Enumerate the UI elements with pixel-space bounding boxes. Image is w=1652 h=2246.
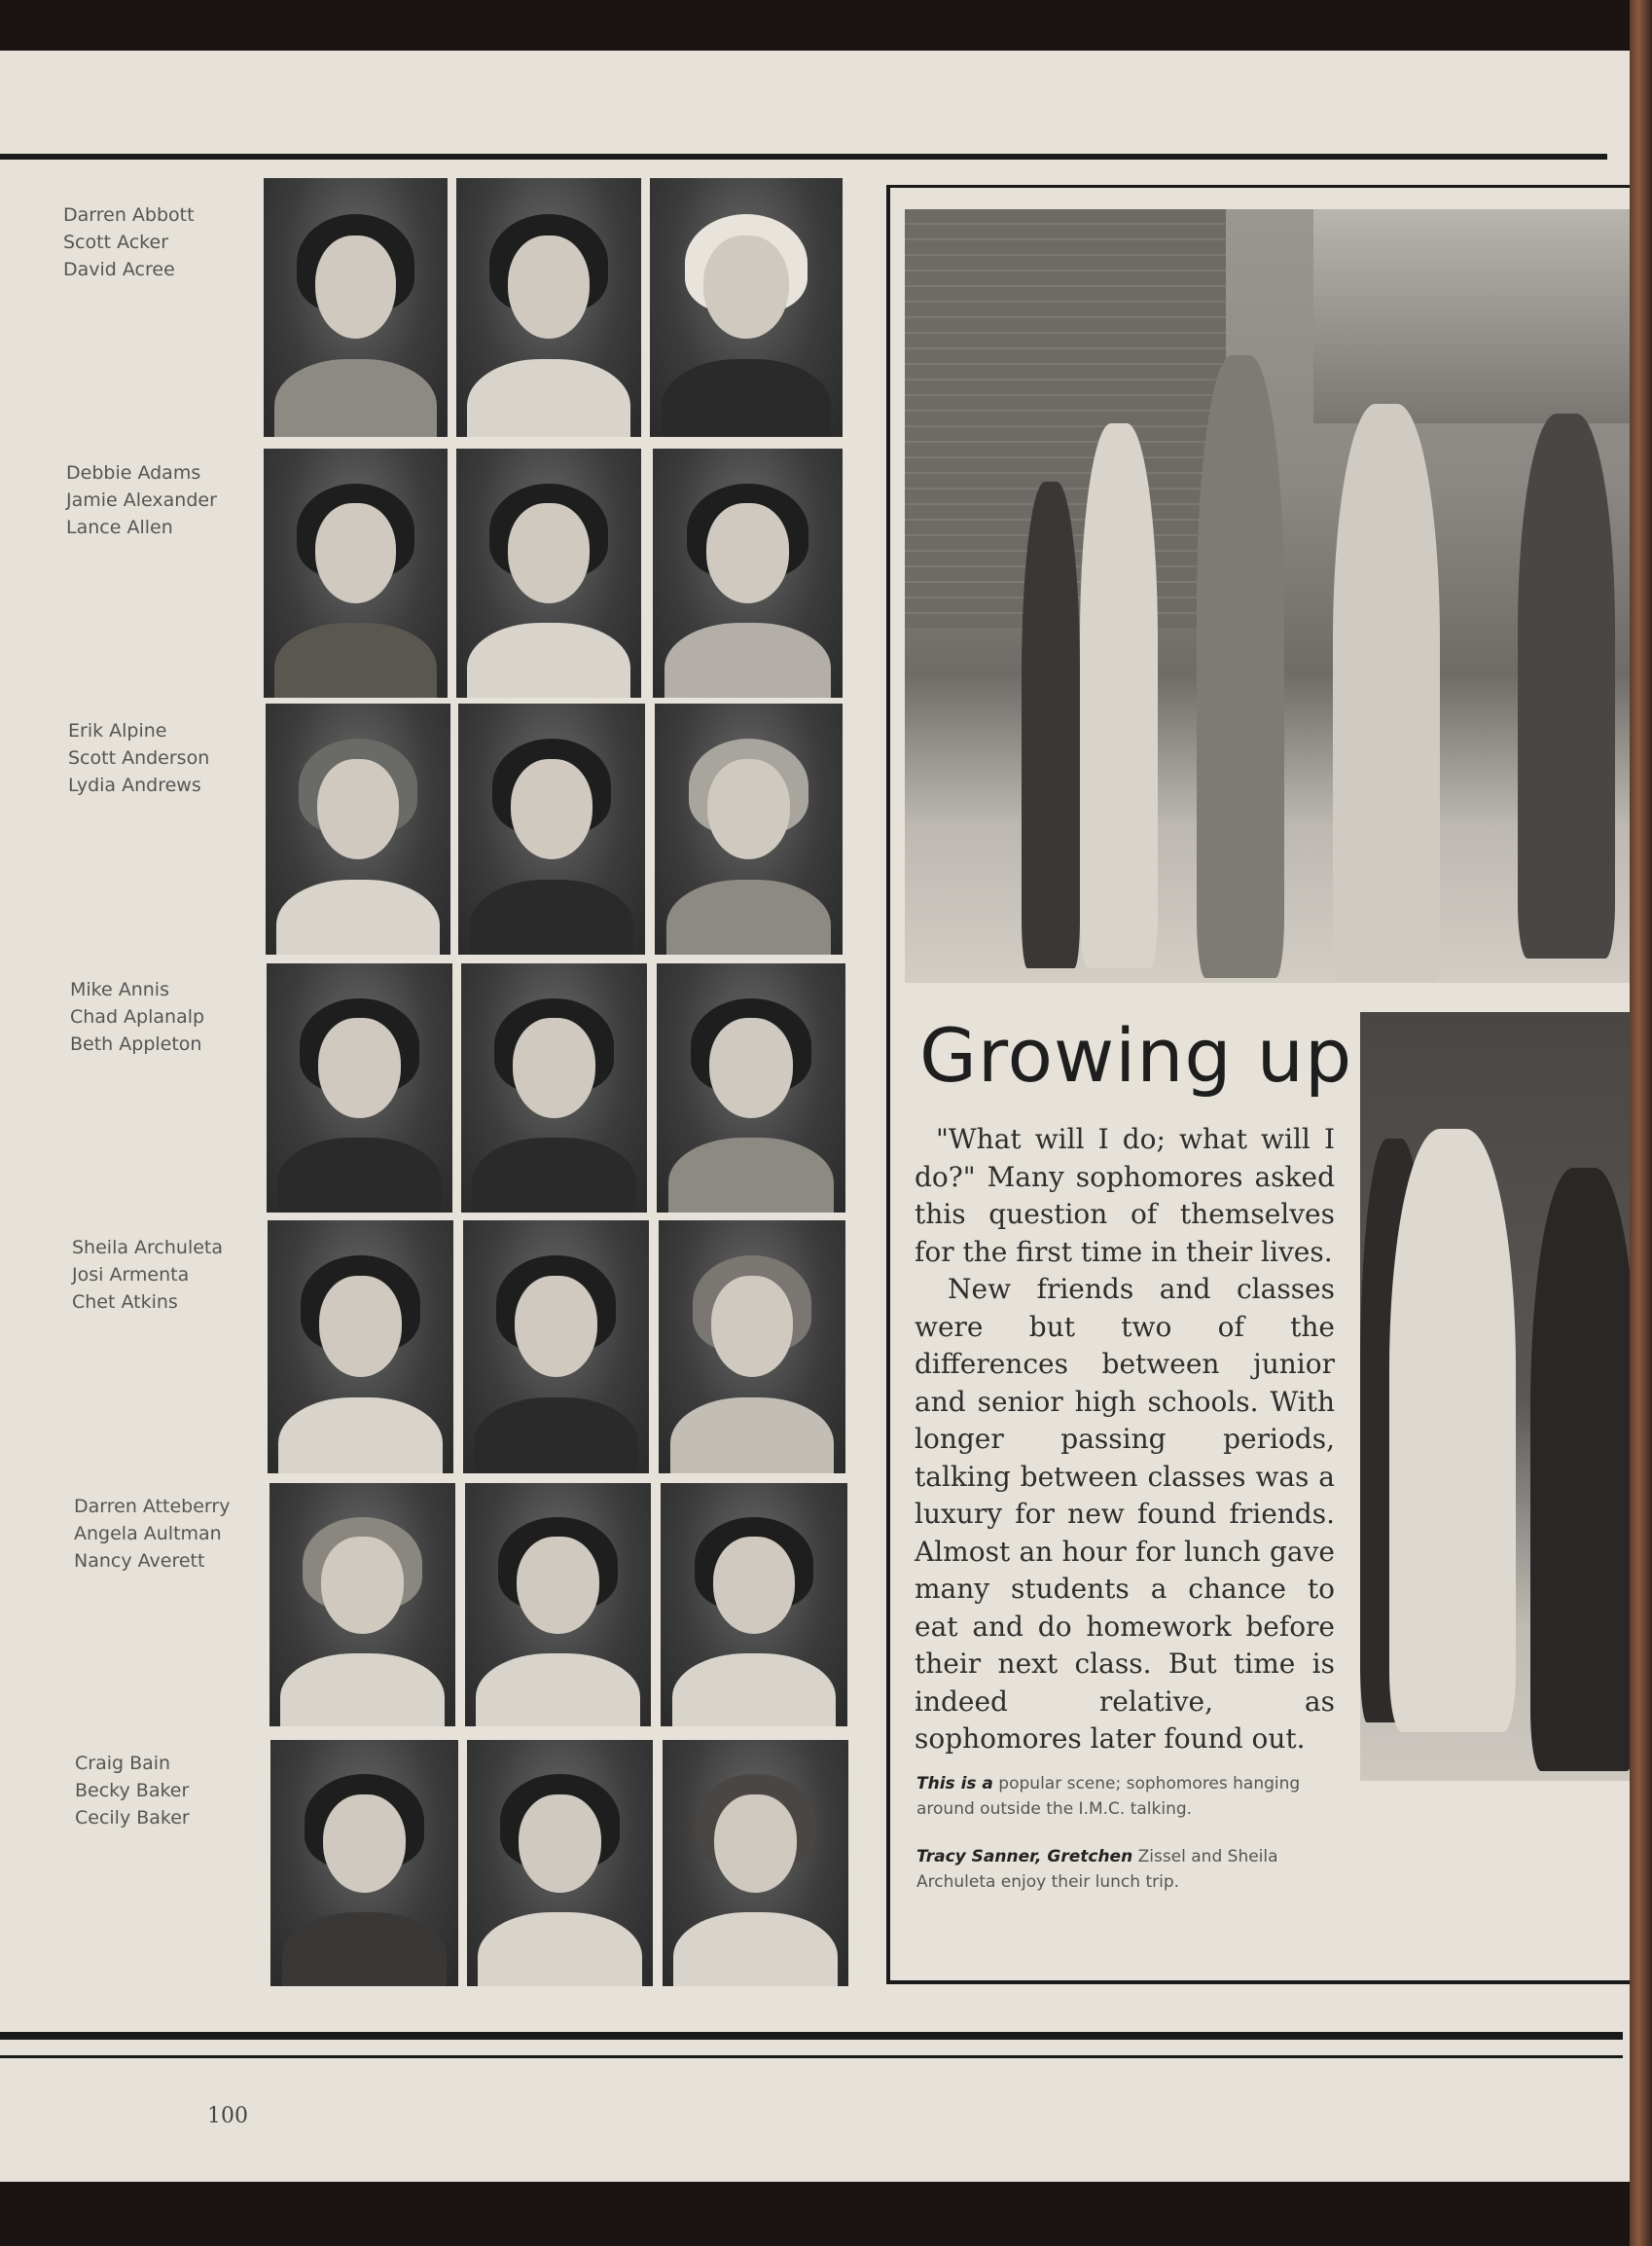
photo-caption bbox=[916, 1771, 1337, 1822]
student-portrait bbox=[264, 178, 448, 437]
feature-paragraph: New friends and classes were but two of the differences between junior and senior high schools. With longer passing periods, talking between classes was a luxury for new found friends. Almost an hour for lunch gave many students a chance to eat and do homework before their next class. But time is indeed relative, as sophomores later found out. bbox=[915, 1273, 1335, 1755]
student-portrait bbox=[657, 963, 845, 1213]
feature-paragraph: "What will I do; what will I do?" Many sophomores asked this question of themselves for the first time in their lives. bbox=[915, 1123, 1335, 1268]
student-name: Josi Armenta bbox=[72, 1264, 190, 1286]
caption-text: popular scene; sophomores hanging around outside the I.M.C. talking. bbox=[916, 1774, 1301, 1819]
student-name: Jamie Alexander bbox=[66, 489, 217, 511]
caption-lead: Tracy Sanner, Gretchen bbox=[916, 1847, 1133, 1866]
student-name: Scott Acker bbox=[63, 232, 169, 253]
student-portrait bbox=[456, 178, 641, 437]
top-rule bbox=[0, 154, 1607, 160]
bottom-rule-thin bbox=[0, 2055, 1623, 2058]
names-row-3 bbox=[68, 717, 209, 799]
student-portrait bbox=[458, 704, 645, 955]
student-portrait bbox=[659, 1220, 845, 1473]
student-portrait bbox=[461, 963, 647, 1213]
student-name: Craig Bain bbox=[75, 1753, 171, 1774]
bottom-rule bbox=[0, 2032, 1623, 2040]
student-name: Lydia Andrews bbox=[68, 775, 201, 796]
names-row-1 bbox=[63, 201, 195, 283]
student-portrait bbox=[463, 1220, 649, 1473]
student-name: Lance Allen bbox=[66, 517, 173, 538]
names-row-4 bbox=[70, 976, 204, 1058]
student-name: Chad Aplanalp bbox=[70, 1006, 205, 1028]
student-name: Sheila Archuleta bbox=[72, 1237, 224, 1258]
student-name: Becky Baker bbox=[75, 1780, 190, 1801]
student-name: Erik Alpine bbox=[68, 720, 167, 742]
student-name: Debbie Adams bbox=[66, 462, 201, 484]
student-name: Darren Abbott bbox=[63, 204, 195, 226]
names-row-6 bbox=[74, 1493, 230, 1575]
photo-caption bbox=[916, 1844, 1337, 1895]
student-name: Nancy Averett bbox=[74, 1550, 205, 1572]
student-portrait bbox=[270, 1740, 458, 1986]
student-portrait bbox=[663, 1740, 848, 1986]
student-portrait bbox=[650, 178, 843, 437]
group-photo bbox=[905, 209, 1630, 983]
student-portrait bbox=[655, 704, 843, 955]
names-row-5 bbox=[72, 1234, 223, 1316]
book-spine bbox=[1630, 0, 1652, 2246]
lunch-trip-photo bbox=[1360, 1012, 1630, 1781]
student-name: Beth Appleton bbox=[70, 1033, 202, 1055]
student-portrait bbox=[467, 1740, 653, 1986]
student-portrait bbox=[264, 449, 448, 698]
names-row-2 bbox=[66, 459, 217, 541]
feature-body bbox=[915, 1121, 1335, 1758]
feature-title: Growing up bbox=[919, 1012, 1353, 1099]
caption-text: Zissel and Sheila Archuleta enjoy their lunch trip. bbox=[916, 1847, 1278, 1892]
student-name: David Acree bbox=[63, 259, 175, 280]
student-portrait bbox=[269, 1483, 455, 1726]
student-portrait bbox=[268, 1220, 453, 1473]
names-row-7 bbox=[75, 1750, 190, 1831]
student-portrait bbox=[266, 704, 450, 955]
student-name: Mike Annis bbox=[70, 979, 169, 1000]
student-name: Angela Aultman bbox=[74, 1523, 222, 1544]
student-portrait bbox=[456, 449, 641, 698]
caption-lead: This is a bbox=[916, 1774, 993, 1793]
student-portrait bbox=[661, 1483, 847, 1726]
student-portrait bbox=[653, 449, 843, 698]
page-number: 100 bbox=[207, 2104, 248, 2128]
student-portrait bbox=[465, 1483, 651, 1726]
student-name: Darren Atteberry bbox=[74, 1496, 231, 1517]
student-name: Scott Anderson bbox=[68, 747, 210, 769]
student-portrait bbox=[267, 963, 452, 1213]
student-name: Cecily Baker bbox=[75, 1807, 190, 1829]
student-name: Chet Atkins bbox=[72, 1291, 178, 1313]
